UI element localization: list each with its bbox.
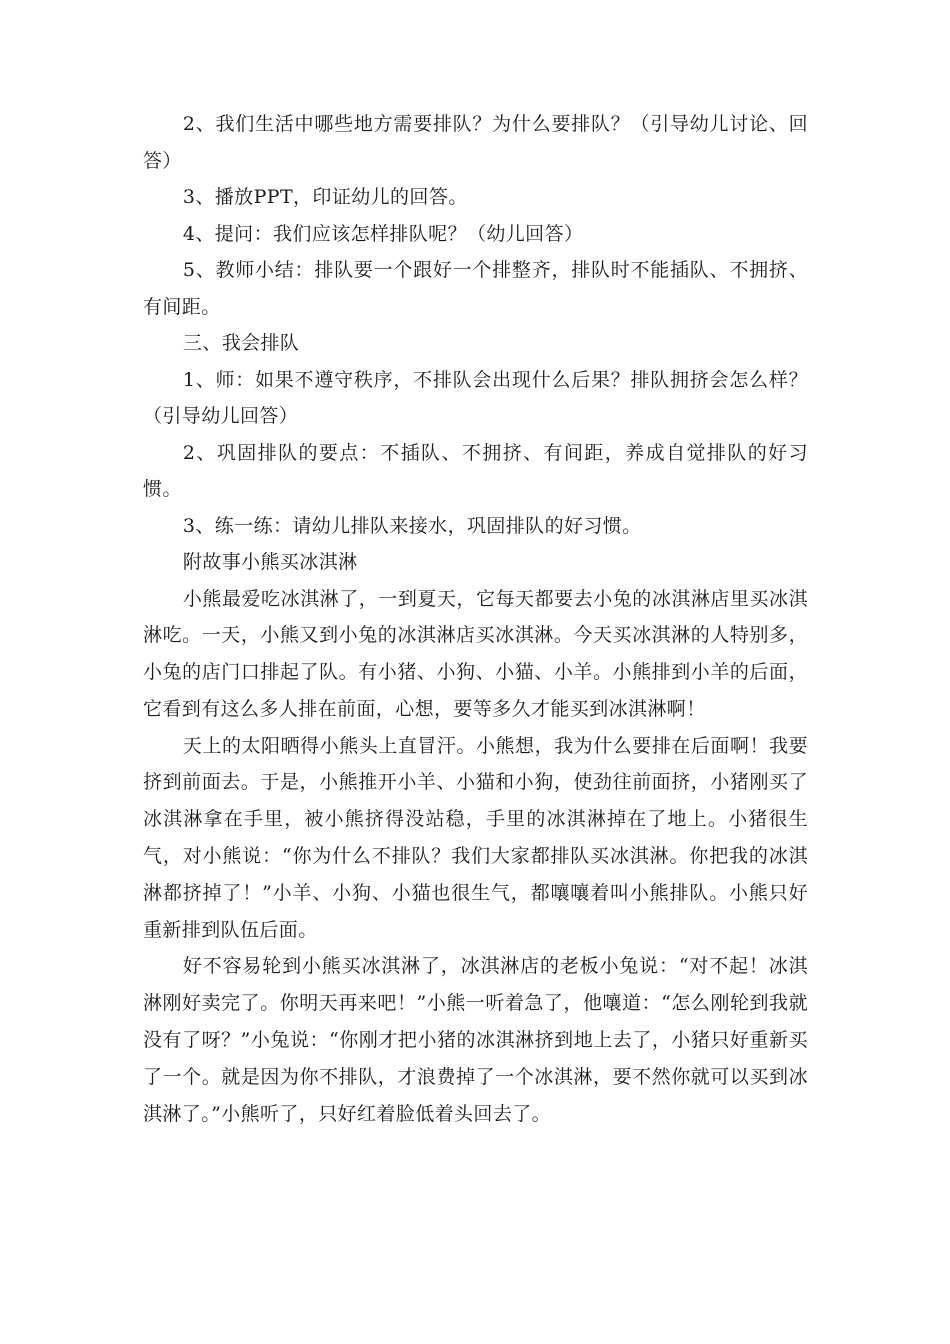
- paragraph-section3-step-2: 2、巩固排队的要点：不插队、不拥挤、有间距，养成自觉排队的好习惯。: [143, 441, 808, 500]
- paragraph-section3-step-3: 3、练一练：请幼儿排队来接水，巩固排队的好习惯。: [182, 514, 642, 537]
- story-title: 附故事小熊买冰淇淋: [182, 551, 358, 573]
- section-heading-3: 三、我会排队: [182, 332, 300, 354]
- paragraph-section3-step-1: 1、师：如果不遵守秩序，不排队会出现什么后果？排队拥挤会怎么样？（引导幼儿回答）: [143, 368, 808, 427]
- document-page: [143, 106, 808, 1132]
- paragraph-step-5: 5、教师小结：排队要一个跟好一个排整齐，排队时不能插队、不拥挤、有间距。: [143, 259, 808, 318]
- paragraph-step-2: 2、我们生活中哪些地方需要排队？为什么要排队？（引导幼儿讨论、回答）: [143, 113, 808, 172]
- story-paragraph-2: 天上的太阳晒得小熊头上直冒汗。小熊想，我为什么要排在后面啊！我要挤到前面去。于是，小熊推开小羊、小猫和小狗，使劲往前面挤，小猪刚买了冰淇淋拿在手里，被小熊挤得没站稳，手里的冰淇淋掉在了地上。小猪很生气，对小熊说：“你为什么不排队？我们大家都排队买冰淇淋。你把我的冰淇淋都挤掉了！”小羊、小狗、小猫也很生气，都嚷嚷着叫小熊排队。小熊只好重新排到队伍后面。: [143, 734, 808, 941]
- paragraph-step-4: 4、提问：我们应该怎样排队呢？（幼儿回答）: [182, 222, 584, 245]
- story-paragraph-3: 好不容易轮到小熊买冰淇淋了，冰淇淋店的老板小兔说：“对不起！冰淇淋刚好卖完了。你明天再来吧！”小熊一听着急了，他嚷道：“怎么刚轮到我就没有了呀？”小兔说：“你刚才把小猪的冰淇淋挤到地上去了，小猪只好重新买了一个。就是因为你不排队，才浪费掉了一个冰淇淋，要不然你就可以买到冰淇淋了。”小熊听了，只好红着脸低着头回去了。: [143, 955, 808, 1125]
- story-paragraph-1: 小熊最爱吃冰淇淋了，一到夏天，它每天都要去小兔的冰淇淋店里买冰淇淋吃。一天，小熊又到小兔的冰淇淋店买冰淇淋。今天买冰淇淋的人特别多，小兔的店门口排起了队。有小猪、小狗、小猫、小羊。小熊排到小羊的后面，它看到有这么多人排在前面，心想，要等多久才能买到冰淇淋啊！: [143, 587, 808, 720]
- paragraph-step-3: 3、播放PPT，印证幼儿的回答。: [182, 186, 468, 208]
